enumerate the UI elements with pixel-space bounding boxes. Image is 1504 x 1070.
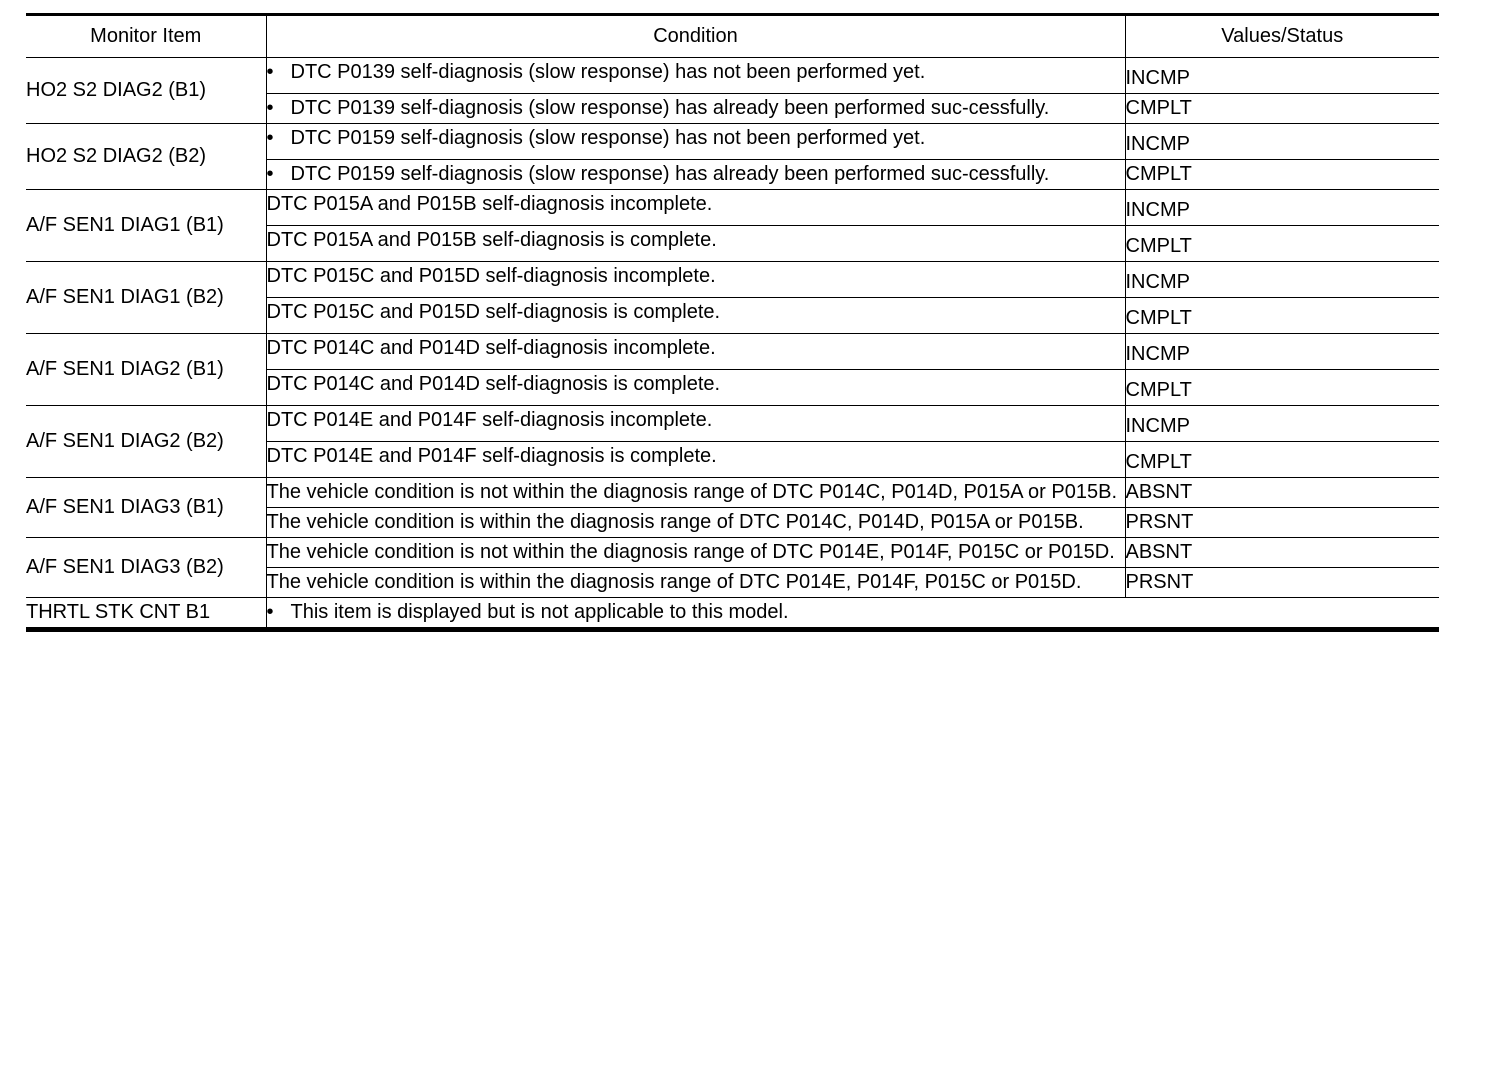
bullet-item — [267, 598, 1440, 627]
monitor-item-label: A/F SEN1 DIAG2 (B1) — [26, 358, 224, 380]
condition-text: The vehicle condition is within the diagnosis range of DTC P014C, P014D, P015A or P015B. — [266, 511, 1084, 533]
status-value: PRSNT — [1125, 508, 1439, 538]
condition-text: DTC P015A and P015B self-diagnosis incomplete. — [266, 193, 713, 215]
bullet-item — [267, 124, 1125, 153]
header-condition: Condition — [266, 15, 1125, 58]
condition-text: This item is displayed but is not applicable to this model. — [290, 601, 789, 623]
table-header-row — [26, 15, 1439, 58]
bullet-icon: • — [266, 127, 274, 149]
bullet-item — [267, 58, 1125, 87]
monitor-item-cell — [26, 598, 266, 630]
status-value: INCMP — [1125, 262, 1439, 298]
table-row — [26, 190, 1439, 226]
table-row — [26, 406, 1439, 442]
status-value: PRSNT — [1125, 568, 1439, 598]
condition-cell — [266, 262, 1125, 298]
table-row — [26, 538, 1439, 568]
condition-cell — [266, 94, 1125, 124]
condition-cell — [266, 478, 1125, 508]
condition-text: DTC P014C and P014D self-diagnosis incomplete. — [266, 337, 716, 359]
status-value: INCMP — [1125, 406, 1439, 442]
status-value: CMPLT — [1125, 442, 1439, 478]
monitor-item-cell — [26, 538, 266, 598]
condition-cell — [266, 58, 1125, 94]
header-monitor-item: Monitor Item — [26, 15, 266, 58]
header-values-status: Values/Status — [1125, 15, 1439, 58]
status-value: ABSNT — [1125, 478, 1439, 508]
status-value: ABSNT — [1125, 538, 1439, 568]
monitor-item-cell — [26, 58, 266, 124]
monitor-item-cell — [26, 478, 266, 538]
table-body — [26, 58, 1439, 630]
condition-cell — [266, 124, 1125, 160]
monitor-item-label: HO2 S2 DIAG2 (B1) — [26, 79, 207, 101]
monitor-item-label: A/F SEN1 DIAG1 (B1) — [26, 214, 224, 236]
condition-cell — [266, 190, 1125, 226]
condition-text: DTC P014E and P014F self-diagnosis incomplete. — [266, 409, 713, 431]
status-value: CMPLT — [1125, 298, 1439, 334]
condition-text: The vehicle condition is not within the diagnosis range of DTC P014C, P014D, P015A or P015B. — [266, 481, 1117, 503]
condition-text: DTC P014C and P014D self-diagnosis is complete. — [266, 373, 721, 395]
monitor-item-label: THRTL STK CNT B1 — [26, 601, 211, 623]
status-value: INCMP — [1125, 190, 1439, 226]
monitor-item-table — [26, 13, 1439, 632]
condition-text: DTC P015C and P015D self-diagnosis is complete. — [266, 301, 721, 323]
condition-text: DTC P014E and P014F self-diagnosis is complete. — [266, 445, 717, 467]
status-value: INCMP — [1125, 58, 1439, 94]
monitor-item-cell — [26, 124, 266, 190]
table-row — [26, 124, 1439, 160]
table-row — [26, 262, 1439, 298]
bullet-icon: • — [266, 601, 274, 623]
condition-cell — [266, 370, 1125, 406]
table-row — [26, 334, 1439, 370]
table-row — [26, 478, 1439, 508]
condition-cell — [266, 226, 1125, 262]
monitor-item-label: A/F SEN1 DIAG3 (B1) — [26, 496, 224, 518]
monitor-item-cell — [26, 190, 266, 262]
condition-cell — [266, 538, 1125, 568]
monitor-item-cell — [26, 262, 266, 334]
status-value: CMPLT — [1125, 94, 1439, 124]
status-value: INCMP — [1125, 124, 1439, 160]
status-value: CMPLT — [1125, 370, 1439, 406]
monitor-item-cell — [26, 334, 266, 406]
condition-cell — [266, 406, 1125, 442]
status-value: CMPLT — [1125, 160, 1439, 190]
condition-text: DTC P0139 self-diagnosis (slow response) has not been performed yet. — [290, 61, 926, 83]
condition-text: DTC P0159 self-diagnosis (slow response) has not been performed yet. — [290, 127, 926, 149]
condition-text: DTC P0139 self-diagnosis (slow response) has already been performed suc-cessfully. — [290, 97, 1050, 119]
table-row — [26, 58, 1439, 94]
bullet-item — [267, 160, 1125, 189]
monitor-item-label: A/F SEN1 DIAG3 (B2) — [26, 556, 224, 578]
condition-cell — [266, 160, 1125, 190]
condition-cell — [266, 442, 1125, 478]
condition-cell — [266, 508, 1125, 538]
table-row-final — [26, 598, 1439, 630]
monitor-item-label: HO2 S2 DIAG2 (B2) — [26, 145, 207, 167]
bullet-icon: • — [266, 61, 274, 83]
monitor-item-cell — [26, 406, 266, 478]
condition-text: DTC P015C and P015D self-diagnosis incomplete. — [266, 265, 716, 287]
monitor-item-label: A/F SEN1 DIAG2 (B2) — [26, 430, 224, 452]
monitor-item-label: A/F SEN1 DIAG1 (B2) — [26, 286, 224, 308]
status-value: INCMP — [1125, 334, 1439, 370]
condition-cell — [266, 298, 1125, 334]
condition-text: The vehicle condition is not within the diagnosis range of DTC P014E, P014F, P015C or P015D. — [266, 541, 1115, 563]
condition-cell — [266, 334, 1125, 370]
condition-cell — [266, 598, 1439, 630]
condition-text: The vehicle condition is within the diagnosis range of DTC P014E, P014F, P015C or P015D. — [266, 571, 1082, 593]
condition-text: DTC P0159 self-diagnosis (slow response) has already been performed suc-cessfully. — [290, 163, 1050, 185]
condition-cell — [266, 568, 1125, 598]
bullet-icon: • — [266, 97, 274, 119]
condition-text: DTC P015A and P015B self-diagnosis is complete. — [266, 229, 717, 251]
bullet-icon: • — [266, 163, 274, 185]
status-value: CMPLT — [1125, 226, 1439, 262]
bullet-item — [267, 94, 1125, 123]
